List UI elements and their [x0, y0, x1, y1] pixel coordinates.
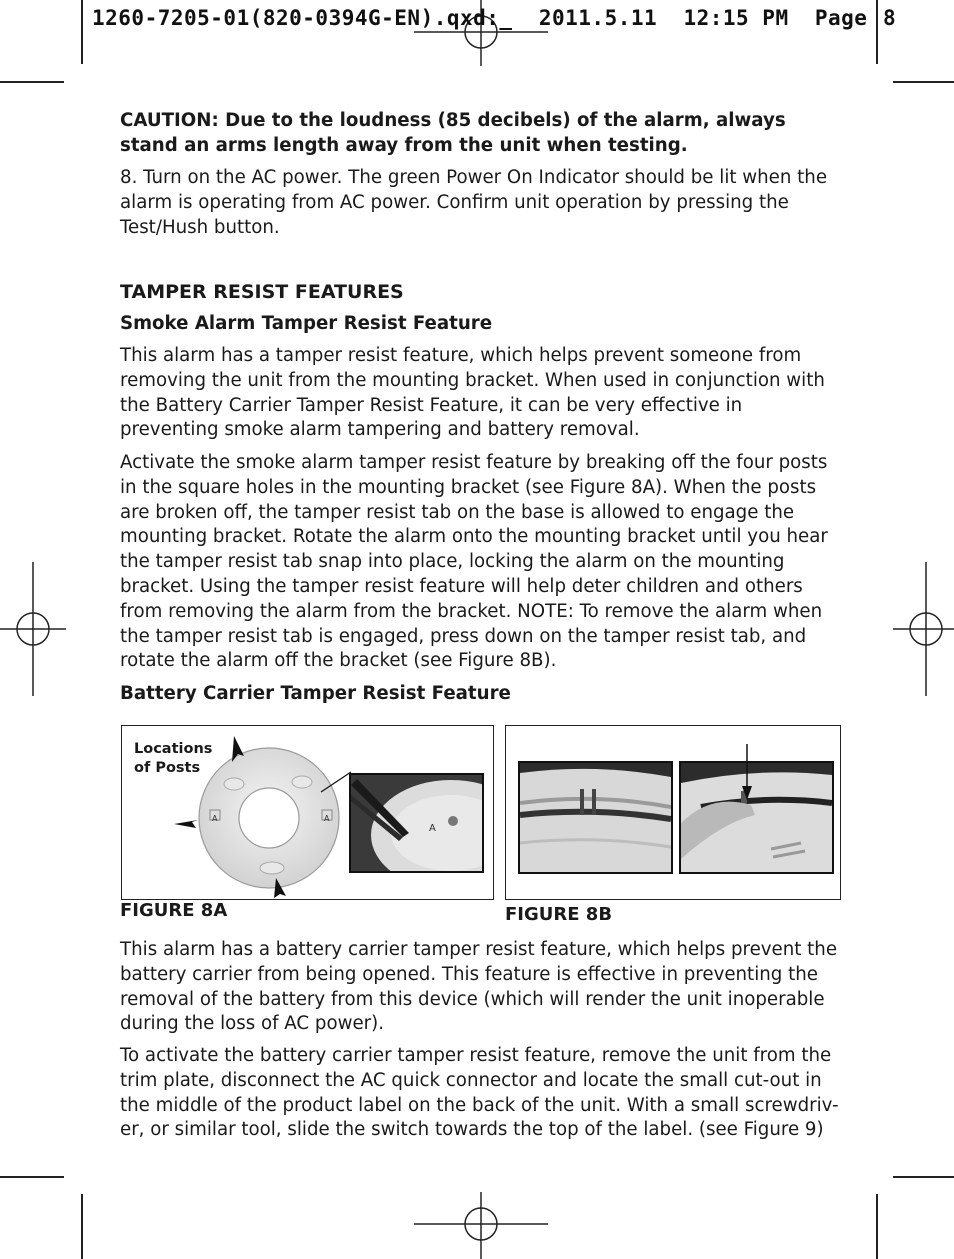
crop-mark-top-right-h: [893, 81, 954, 83]
crop-mark-bottom-left-v: [81, 1194, 83, 1259]
registration-mark-right: [893, 562, 954, 696]
marker-a-left: A: [212, 814, 218, 823]
closeup-marker-a: A: [429, 823, 436, 834]
smoke-para-1-block: [120, 344, 842, 443]
crop-mark-top-left-v: [81, 0, 83, 64]
figure-8b-pointer-arrow: [742, 744, 752, 800]
figure-8a-caption: FIGURE 8A: [120, 900, 228, 921]
crop-mark-top-left-h: [0, 81, 64, 83]
caution-text: CAUTION: Due to the loudness (85 decibels) of the alarm, always stand an arms length away from the unit when testing.: [120, 110, 786, 156]
battery-para-1: This alarm has a battery carrier tamper resist feature, which helps prevent the battery carrier from being opened. This feature is effective in preventing the removal of the battery from this device (which will render the unit inoperable during the loss of AC power).: [120, 939, 838, 1035]
crop-mark-bottom-right-v: [876, 1194, 878, 1259]
battery-para-2-block: [120, 1044, 842, 1143]
smoke-heading: Smoke Alarm Tamper Resist Feature: [120, 313, 493, 334]
mounting-bracket-illustration: [162, 726, 362, 899]
crop-mark-top-right-v: [876, 0, 878, 64]
smoke-para-2: Activate the smoke alarm tamper resist feature by breaking off the four posts in the square holes in the mounting bracket (see Figure 8A). When the posts are broken off, the tamper resist tab on the base is allowed to engage the mounting bracket. Rotate the alarm onto the mounting bracket until you hear the tamper resist tab snap into place, locking the alarm on the mounting bracket. Using the tamper resist feature will help deter children and others from removing the alarm from the bracket. NOTE: To remove the alarm when the tamper resist tab is engaged, press down on the tamper resist tab, and rotate the alarm off the bracket (see Figure 8B).: [120, 452, 828, 672]
battery-para-2: To activate the battery carrier tamper resist feature, remove the unit from the trim plate, disconnect the AC quick connector and locate the small cut-out in the middle of the product label on the back of the unit. With a small screwdriv-er, or similar tool, slide the switch towards the top of the label. (see Figure 9): [120, 1045, 839, 1141]
step-8-block: [120, 166, 842, 240]
crop-mark-bottom-right-h: [893, 1176, 954, 1178]
smoke-heading-block: [120, 312, 842, 337]
battery-heading: Battery Carrier Tamper Resist Feature: [120, 683, 511, 704]
registration-mark-left: [0, 562, 66, 696]
caution-block: [120, 109, 842, 159]
figure-8a: [121, 725, 494, 900]
registration-mark-bottom: [414, 1192, 548, 1259]
arrow-left: [174, 820, 198, 828]
battery-para-1-block: [120, 938, 842, 1037]
figure-8b: [505, 725, 841, 900]
crop-mark-bottom-left-h: [0, 1176, 64, 1178]
battery-heading-block: [120, 682, 842, 707]
section-heading-block: [120, 280, 842, 305]
figure-8a-label: Locations of Posts: [134, 741, 213, 776]
figure-8b-caption: FIGURE 8B: [505, 904, 613, 925]
figure-8a-closeup-photo: [349, 773, 484, 873]
figure-8b-photo-left: [518, 761, 673, 874]
smoke-para-2-block: [120, 451, 842, 674]
figure-8b-photo-right: [679, 761, 834, 874]
marker-a-right: A: [324, 814, 330, 823]
section-heading: TAMPER RESIST FEATURES: [120, 281, 404, 303]
smoke-para-1: This alarm has a tamper resist feature, which helps prevent someone from removing the unit from the mounting bracket. When used in conjunction with the Battery Carrier Tamper Resist Feature, it can be very effective in preventing smoke alarm tampering and battery removal.: [120, 345, 825, 441]
file-slug: 1260-7205-01(820-0394G-EN).qxd:_ 2011.5.11 12:15 PM Page: [92, 6, 868, 30]
step-8-text: 8. Turn on the AC power. The green Power On Indicator should be lit when the alarm is operating from AC power. Confirm unit operation by pressing the Test/Hush button.: [120, 167, 828, 238]
slug-page-number: 8: [883, 6, 896, 30]
